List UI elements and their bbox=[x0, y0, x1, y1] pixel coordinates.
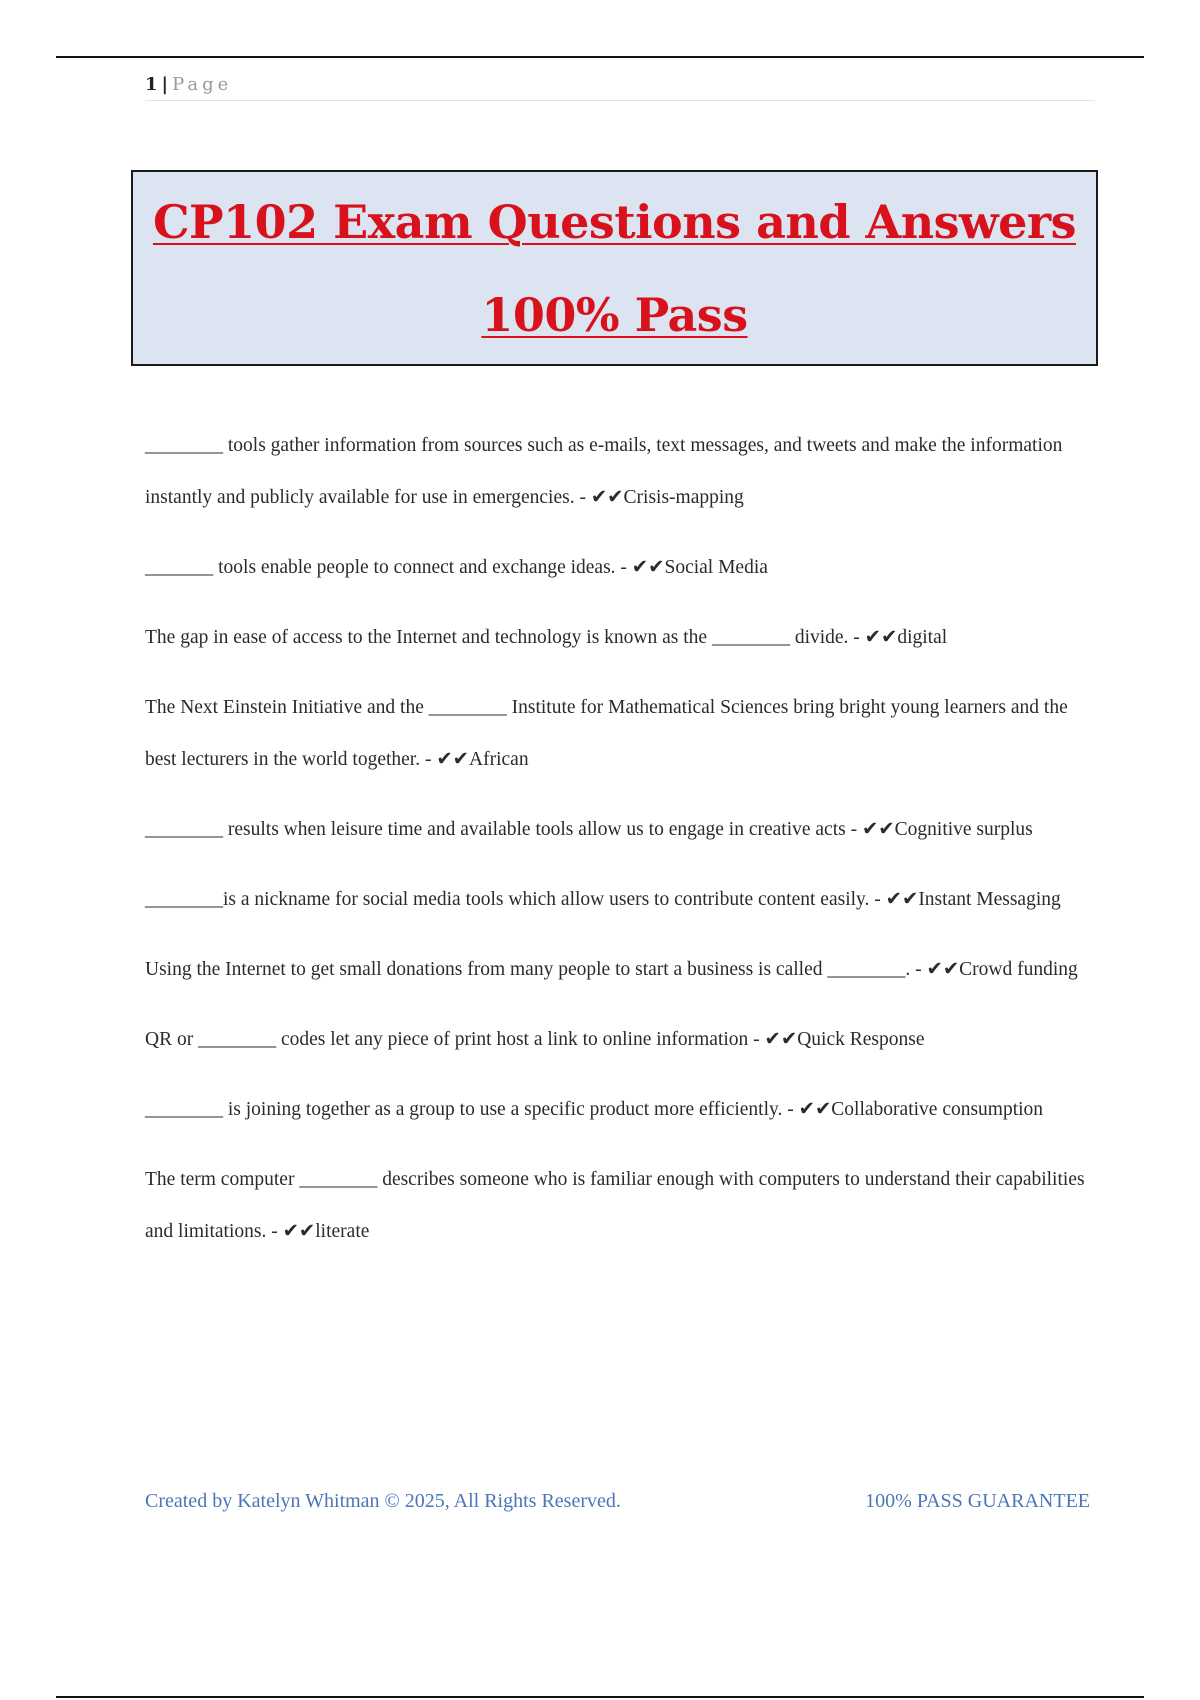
page-separator: | bbox=[161, 74, 169, 95]
question-text: The Next Einstein Initiative and the ________ Institute for Mathematical Sciences bring bright young learners and the best lecturers in the world together. - bbox=[145, 697, 1068, 770]
question-text: QR or ________ codes let any piece of print host a link to online information - bbox=[145, 1029, 765, 1050]
answer-text: ✔✔digital bbox=[864, 627, 948, 648]
title-box bbox=[131, 170, 1098, 366]
question-text: ________ results when leisure time and available tools allow us to engage in creative acts - bbox=[145, 819, 862, 840]
answer-text: ✔✔Instant Messaging bbox=[885, 889, 1061, 910]
answer-text: ✔✔Cognitive surplus bbox=[861, 819, 1033, 840]
answer-text: ✔✔Collaborative consumption bbox=[798, 1099, 1044, 1120]
copyright-text: Created by Katelyn Whitman © 2025, All Rights Reserved. bbox=[145, 1490, 621, 1512]
qa-item bbox=[145, 874, 1090, 926]
answer-text: ✔✔Crowd funding bbox=[926, 959, 1078, 980]
question-text: The gap in ease of access to the Internet and technology is known as the ________ divide. - bbox=[145, 627, 865, 648]
answer-text: ✔✔Crisis-mapping bbox=[590, 487, 744, 508]
qa-item bbox=[145, 1084, 1090, 1136]
answer-text: ✔✔African bbox=[436, 749, 529, 770]
qa-item bbox=[145, 944, 1090, 996]
question-text: _______ tools enable people to connect and exchange ideas. - bbox=[145, 557, 632, 578]
qa-item bbox=[145, 804, 1090, 856]
qa-item bbox=[145, 1154, 1090, 1258]
page-footer bbox=[145, 1490, 1090, 1520]
question-text: ________ tools gather information from sources such as e-mails, text messages, and tweets and make the information instantly and publicly available for use in emergencies. - bbox=[145, 435, 1063, 508]
document-subtitle: 100% Pass bbox=[481, 288, 748, 342]
answer-text: ✔✔Quick Response bbox=[764, 1029, 925, 1050]
page-header bbox=[145, 74, 1095, 101]
question-text: ________is a nickname for social media tools which allow users to contribute content easily. - bbox=[145, 889, 886, 910]
page-label: Page bbox=[172, 74, 233, 95]
question-text: Using the Internet to get small donations from many people to start a business is called ________. - bbox=[145, 959, 927, 980]
qa-list bbox=[145, 420, 1090, 1276]
qa-item bbox=[145, 1014, 1090, 1066]
qa-item bbox=[145, 542, 1090, 594]
qa-item bbox=[145, 420, 1090, 524]
qa-item bbox=[145, 612, 1090, 664]
bottom-rule bbox=[56, 1696, 1144, 1698]
guarantee-text: 100% PASS GUARANTEE bbox=[865, 1490, 1090, 1512]
document-title: CP102 Exam Questions and Answers bbox=[152, 195, 1077, 249]
page-number: 1 bbox=[145, 74, 158, 95]
answer-text: ✔✔Social Media bbox=[631, 557, 768, 578]
qa-item bbox=[145, 682, 1090, 786]
answer-text: ✔✔literate bbox=[282, 1221, 370, 1242]
question-text: The term computer ________ describes someone who is familiar enough with computers to understand their capabilities and limitations. - bbox=[145, 1169, 1085, 1242]
question-text: ________ is joining together as a group to use a specific product more efficiently. - bbox=[145, 1099, 799, 1120]
top-rule bbox=[56, 56, 1144, 58]
